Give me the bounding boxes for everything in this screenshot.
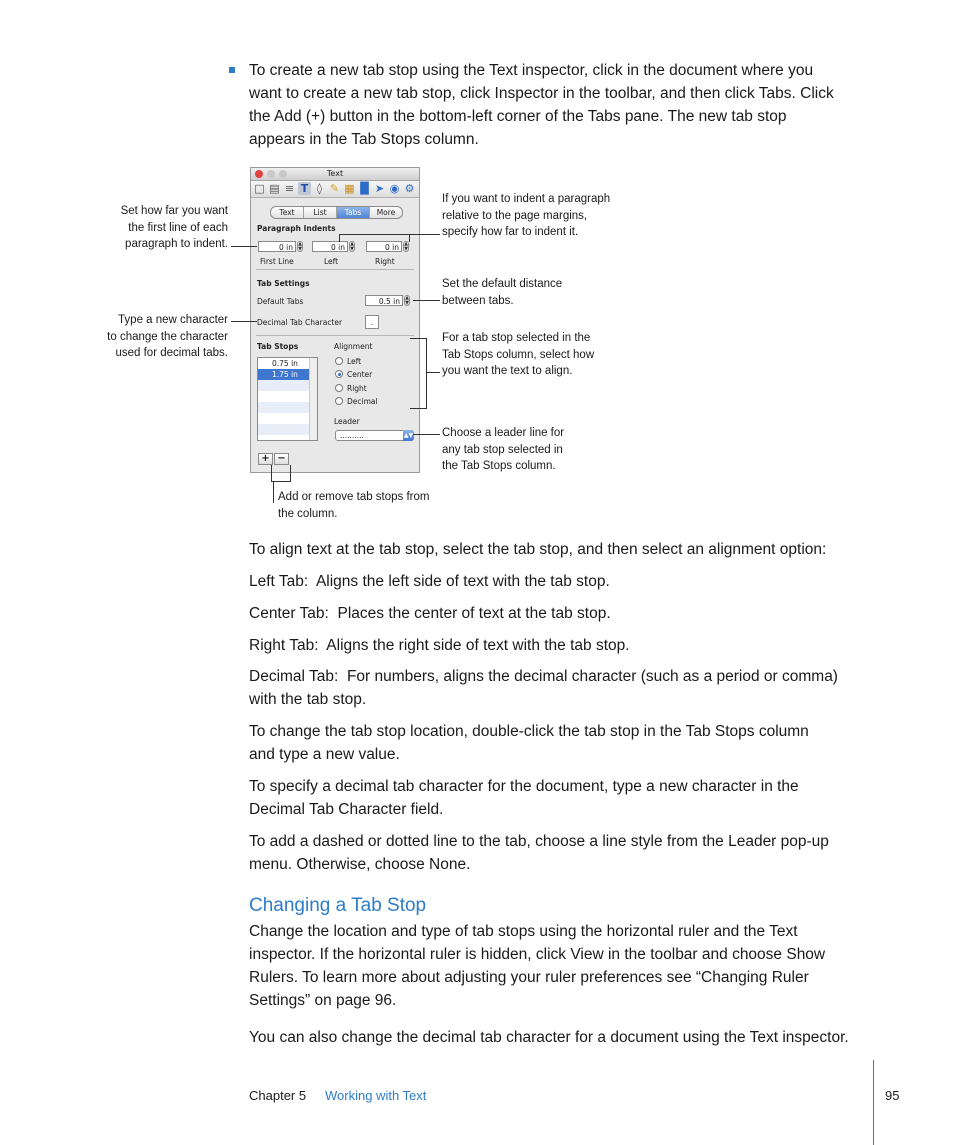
callout-decimal-char: Type a new character to change the character used for decimal tabs. bbox=[107, 314, 228, 359]
quicktime-inspector-icon[interactable]: ◉ bbox=[389, 182, 400, 195]
leader-line bbox=[339, 234, 440, 235]
alignment-label: Alignment bbox=[334, 342, 373, 351]
graphic-inspector-icon[interactable]: ◊ bbox=[316, 182, 323, 195]
list-item[interactable]: 1.75 in bbox=[258, 369, 317, 380]
callout-alignment: For a tab stop selected in the Tab Stops column, select how you want the text to align. bbox=[442, 332, 595, 377]
definition-term: Right Tab: bbox=[249, 637, 319, 654]
definition-term: Decimal Tab: bbox=[249, 668, 339, 685]
alignment-decimal-label: Decimal bbox=[347, 397, 378, 406]
alignment-center-label: Center bbox=[347, 370, 373, 379]
remove-tab-stop-button[interactable]: − bbox=[274, 453, 289, 465]
link-inspector-icon[interactable]: ➤ bbox=[374, 182, 385, 195]
first-line-indent-field[interactable]: 0 in bbox=[258, 241, 296, 252]
definition-desc: Places the center of text at the tab stop. bbox=[337, 605, 611, 622]
tab-stops-scrollbar[interactable] bbox=[309, 358, 317, 440]
alignment-right-label: Right bbox=[347, 384, 367, 393]
chevron-down-icon: ▲▼ bbox=[403, 432, 414, 439]
inspector-tab-control bbox=[270, 206, 403, 219]
leader-bracket bbox=[271, 481, 291, 482]
default-tabs-stepper[interactable]: ▲ ▼ bbox=[405, 295, 409, 306]
footer-divider bbox=[873, 1060, 874, 1145]
first-line-stepper[interactable]: ▲ ▼ bbox=[298, 241, 302, 252]
table-inspector-icon[interactable]: ▦ bbox=[344, 182, 355, 195]
callout-leader: Choose a leader line for any tab stop selected in the Tab Stops column. bbox=[442, 427, 565, 472]
section-paragraph-2: You can also change the decimal tab character for a document using the Text inspector. bbox=[249, 1029, 849, 1046]
tab-list[interactable]: List bbox=[304, 207, 337, 218]
leader-bracket bbox=[410, 408, 427, 409]
align-intro: To align text at the tab stop, select the tab stop, and then select an alignment option: bbox=[249, 541, 827, 558]
definition-center-tab bbox=[249, 602, 611, 625]
leader-line bbox=[413, 434, 440, 435]
wrap-inspector-icon[interactable]: ≡ bbox=[284, 182, 295, 195]
paragraph-change-location: To change the tab stop location, double-click the tab stop in the Tab Stops column and type a new value. bbox=[249, 723, 809, 763]
tab-text[interactable]: Text bbox=[271, 207, 304, 218]
left-indent-field[interactable]: 0 in bbox=[312, 241, 348, 252]
alignment-decimal-radio[interactable] bbox=[335, 397, 343, 405]
metrics-inspector-icon[interactable]: ✎ bbox=[329, 182, 340, 195]
separator bbox=[256, 335, 414, 336]
right-indent-stepper[interactable]: ▲ ▼ bbox=[404, 241, 408, 252]
inspector-titlebar bbox=[251, 168, 419, 181]
tab-stops-list[interactable] bbox=[257, 357, 318, 441]
left-indent-stepper[interactable]: ▲ ▼ bbox=[350, 241, 354, 252]
text-inspector-icon[interactable]: T bbox=[298, 182, 311, 195]
leader-line bbox=[426, 372, 440, 373]
definition-desc: Aligns the left side of text with the tab stop. bbox=[315, 573, 610, 590]
footer-chapter: Chapter 5 bbox=[249, 1088, 307, 1103]
leader-popup[interactable] bbox=[335, 430, 414, 441]
callout-default-distance: Set the default distance between tabs. bbox=[442, 278, 563, 307]
footer-page-number: 95 bbox=[885, 1088, 900, 1103]
tab-more[interactable]: More bbox=[376, 208, 396, 217]
layout-inspector-icon[interactable]: ▤ bbox=[269, 182, 280, 195]
section-heading: Changing a Tab Stop bbox=[249, 895, 427, 916]
chart-inspector-icon[interactable]: █ bbox=[360, 182, 369, 195]
alignment-left-radio[interactable] bbox=[335, 357, 343, 365]
decimal-tab-character-label: Decimal Tab Character bbox=[257, 318, 343, 327]
leader-line bbox=[413, 300, 440, 301]
bullet-marker bbox=[229, 67, 235, 73]
leader-bracket bbox=[410, 338, 427, 339]
leader-value: .......... bbox=[340, 431, 364, 440]
definition-term: Left Tab: bbox=[249, 573, 309, 590]
alignment-right-radio[interactable] bbox=[335, 384, 343, 392]
footer-chapter-title: Working with Text bbox=[325, 1088, 427, 1103]
add-tab-stop-button[interactable]: + bbox=[258, 453, 273, 465]
definition-desc: with the tab stop. bbox=[249, 691, 367, 708]
leader-line bbox=[231, 246, 257, 247]
alignment-center-radio[interactable] bbox=[335, 370, 343, 378]
separator bbox=[256, 269, 414, 270]
default-tabs-field[interactable]: 0.5 in bbox=[365, 295, 403, 306]
inspector-title: Text bbox=[326, 169, 344, 178]
section-paragraph-1: Change the location and type of tab stops using the horizontal ruler and the Text inspector. If the horizontal ruler is hidden, click View in the toolbar and choose Show Rulers. To learn more about adjusting your ruler preferences see “Changing Ruler Settings” on page 96. bbox=[249, 923, 826, 1009]
definition-desc: For numbers, aligns the decimal character (such as a period or comma) bbox=[346, 668, 838, 685]
tab-stops-label: Tab Stops bbox=[257, 342, 299, 351]
callout-add-remove: Add or remove tab stops from the column. bbox=[278, 491, 430, 520]
paragraph-decimal-character: To specify a decimal tab character for the document, type a new character in the Decimal Tab Character field. bbox=[249, 778, 799, 818]
tab-tabs[interactable]: Tabs bbox=[337, 207, 370, 218]
intro-bullet-text: To create a new tab stop using the Text inspector, click in the document where you want to create a new tab stop, click Inspector in the toolbar, and then click Tabs. Click the Add (+) button in the bottom-left corner of the Tabs pane. The new tab stop appears in the Tab Stops column. bbox=[249, 62, 834, 148]
paragraph-indents-label: Paragraph Indents bbox=[257, 224, 336, 233]
leader-line bbox=[231, 321, 257, 322]
definition-term: Center Tab: bbox=[249, 605, 329, 622]
leader-line bbox=[409, 234, 410, 242]
definition-desc: Aligns the right side of text with the tab stop. bbox=[326, 637, 630, 654]
callout-indent-margins: If you want to indent a paragraph relative to the page margins, specify how far to indent it. bbox=[442, 193, 611, 238]
decimal-tab-character-field[interactable]: . bbox=[365, 315, 379, 329]
default-tabs-label: Default Tabs bbox=[257, 297, 304, 306]
settings-inspector-icon[interactable]: ⚙ bbox=[404, 182, 415, 195]
leader-line bbox=[273, 481, 274, 503]
leader-bracket bbox=[290, 465, 291, 481]
definition-right-tab bbox=[249, 634, 630, 657]
paragraph-leader-line: To add a dashed or dotted line to the tab, choose a line style from the Leader pop-up menu. Otherwise, choose None. bbox=[249, 833, 829, 873]
leader-bracket bbox=[426, 338, 427, 408]
right-label: Right bbox=[375, 257, 395, 266]
list-item[interactable]: 0.75 in bbox=[272, 359, 298, 368]
alignment-left-label: Left bbox=[347, 357, 362, 366]
callout-first-line: Set how far you want the first line of each paragraph to indent. bbox=[120, 205, 228, 250]
right-indent-field[interactable]: 0 in bbox=[366, 241, 402, 252]
first-line-label: First Line bbox=[260, 257, 294, 266]
tab-settings-label: Tab Settings bbox=[257, 279, 310, 288]
left-label: Left bbox=[324, 257, 339, 266]
leader-label: Leader bbox=[334, 417, 360, 426]
document-inspector-icon[interactable]: □ bbox=[254, 182, 265, 195]
leader-line bbox=[339, 234, 340, 242]
inspector-toolbar bbox=[251, 181, 419, 198]
text-inspector-panel bbox=[250, 167, 420, 473]
definition-left-tab bbox=[249, 570, 610, 593]
definition-decimal-tab bbox=[249, 665, 838, 711]
leader-bracket bbox=[271, 465, 272, 481]
